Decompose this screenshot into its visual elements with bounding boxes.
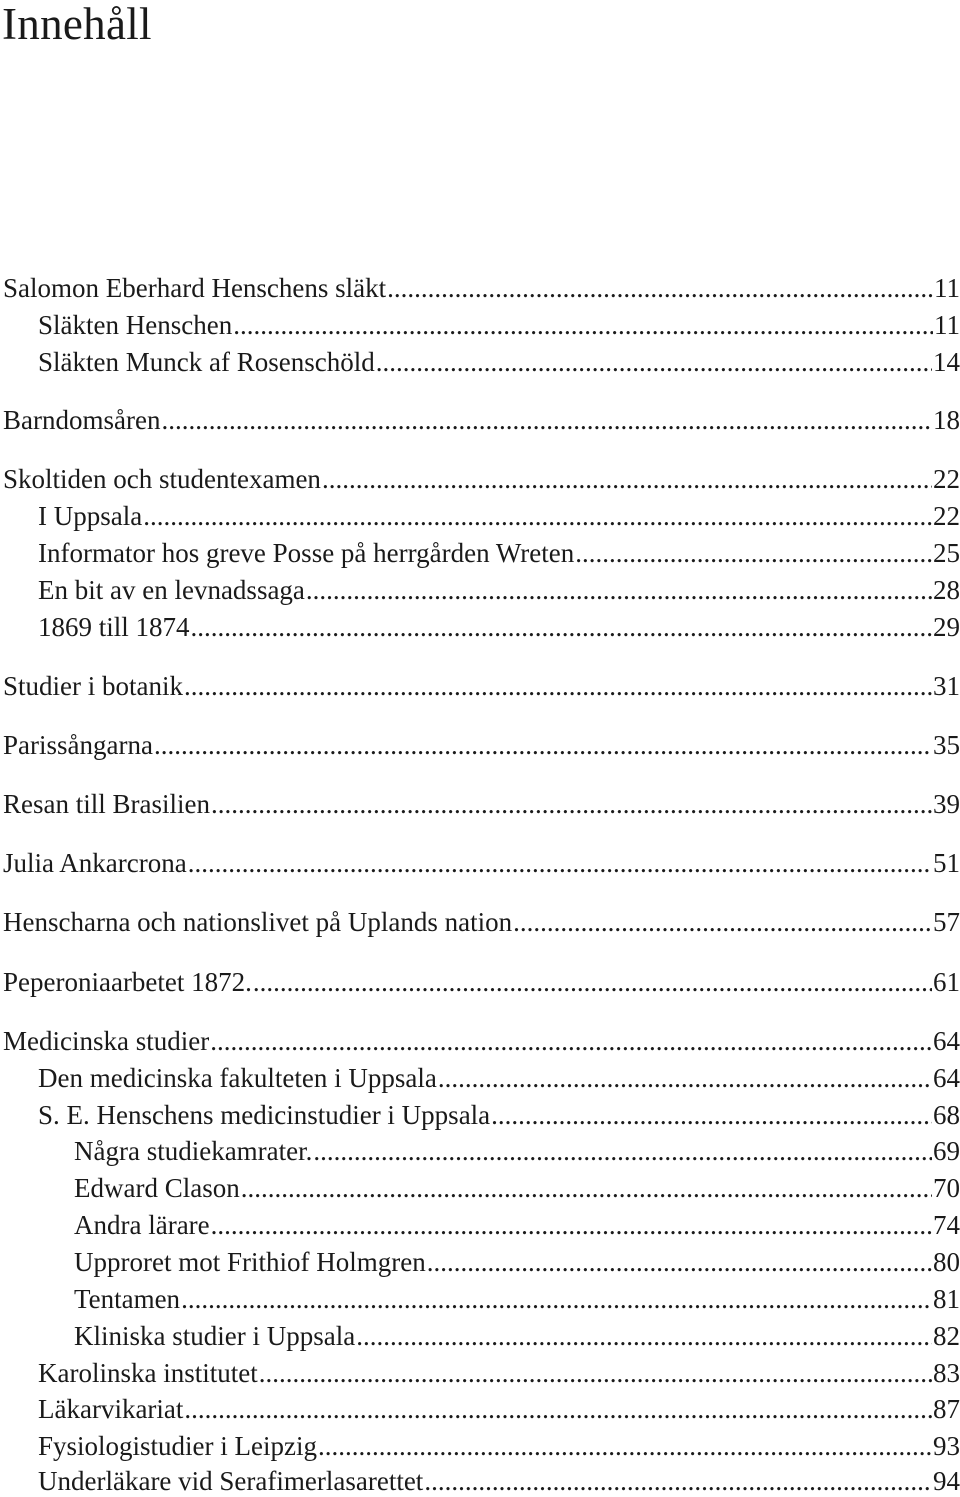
toc-entry-page: 87: [933, 1394, 960, 1424]
toc-entry-page: 94: [933, 1466, 960, 1496]
toc-entry-label: Julia Ankarcrona: [3, 848, 187, 878]
toc-entry-label: Parissångarna: [3, 730, 153, 760]
toc-entry-label: Släkten Henschen: [38, 310, 233, 340]
dot-leader: [184, 1393, 932, 1425]
toc-entry: [74, 1320, 960, 1352]
toc-entry-page: 22: [933, 464, 960, 494]
toc-entry-label: En bit av en levnadssaga: [38, 575, 305, 605]
dot-leader: [211, 1209, 932, 1241]
toc-entry-page: 29: [933, 612, 960, 642]
dot-leader: [438, 1062, 932, 1094]
toc-entry-page: 68: [933, 1100, 960, 1130]
toc-entry: [38, 574, 960, 606]
toc-entry-label: Några studiekamrater.: [74, 1136, 313, 1166]
toc-entry-label: Informator hos greve Posse på herrgården Wreten: [38, 538, 575, 568]
toc-entry-label: Släkten Munck af Rosenschöld: [38, 347, 375, 377]
toc-entry-label: Fysiologistudier i Leipzig: [38, 1431, 317, 1461]
toc-entry-page: 93: [933, 1431, 960, 1461]
toc-entry-label: Karolinska institutet: [38, 1358, 258, 1388]
toc-entry-label: 1869 till 1874: [38, 612, 190, 642]
toc-entry-page: 28: [933, 575, 960, 605]
toc-entry-page: 11: [934, 310, 960, 340]
page-title: Innehåll: [2, 0, 152, 49]
toc-entry-page: 70: [933, 1173, 960, 1203]
dot-leader: [191, 611, 932, 643]
toc-entry: [3, 966, 960, 998]
toc-entry: [38, 346, 960, 378]
dot-leader: [241, 1172, 932, 1204]
toc-entry: [74, 1209, 960, 1241]
dot-leader: [491, 1099, 932, 1131]
toc-entry-label: Peperoniaarbetet 1872.: [3, 967, 252, 997]
toc-entry: [3, 847, 960, 879]
dot-leader: [322, 463, 932, 495]
toc-entry-label: Resan till Brasilien: [3, 789, 210, 819]
toc-entry-page: 31: [933, 671, 960, 701]
toc-entry: [38, 1357, 960, 1389]
dot-leader: [356, 1320, 932, 1352]
toc-entry-label: Henscharna och nationslivet på Uplands nation: [3, 907, 513, 937]
toc-entry-label: Edward Clason: [74, 1173, 240, 1203]
toc-entry-page: 69: [933, 1136, 960, 1166]
toc-entry-page: 82: [933, 1321, 960, 1351]
toc-entry-page: 22: [933, 501, 960, 531]
toc-entry-page: 64: [933, 1063, 960, 1093]
toc-entry-page: 14: [933, 347, 960, 377]
dot-leader: [161, 404, 932, 436]
toc-entry-page: 80: [933, 1247, 960, 1277]
dot-leader: [143, 500, 932, 532]
toc-entry: [3, 404, 960, 436]
dot-leader: [211, 788, 932, 820]
dot-leader: [376, 346, 932, 378]
toc-entry-label: Underläkare vid Serafimerlasarettet: [38, 1466, 424, 1496]
dot-leader: [253, 966, 932, 998]
toc-entry: [3, 788, 960, 820]
toc-entry-label: S. E. Henschens medicinstudier i Uppsala: [38, 1100, 491, 1130]
dot-leader: [424, 1465, 932, 1497]
toc-entry-label: Kliniska studier i Uppsala: [74, 1321, 356, 1351]
toc-entry: [38, 309, 960, 341]
toc-entry-label: Salomon Eberhard Henschens släkt: [3, 273, 387, 303]
toc-entry: [38, 1465, 960, 1497]
toc-entry-label: Andra lärare: [74, 1210, 210, 1240]
toc-entry: [74, 1283, 960, 1315]
toc-entry-page: 81: [933, 1284, 960, 1314]
toc-entry-label: I Uppsala: [38, 501, 143, 531]
toc-entry: [38, 1393, 960, 1425]
toc-entry-label: Skoltiden och studentexamen: [3, 464, 321, 494]
toc-entry-page: 35: [933, 730, 960, 760]
toc-entry-page: 57: [933, 907, 960, 937]
toc-entry: [38, 500, 960, 532]
dot-leader: [184, 670, 932, 702]
toc-entry: [3, 670, 960, 702]
toc-entry: [38, 1099, 960, 1131]
toc-entry-label: Studier i botanik: [3, 671, 183, 701]
toc-entry: [3, 272, 960, 304]
toc-entry: [74, 1246, 960, 1278]
toc-entry: [74, 1172, 960, 1204]
toc-entry-label: Barndomsåren: [3, 405, 161, 435]
dot-leader: [306, 574, 932, 606]
dot-leader: [154, 729, 932, 761]
dot-leader: [318, 1430, 932, 1462]
toc-entry: [3, 463, 960, 495]
toc-entry: [38, 1062, 960, 1094]
dot-leader: [313, 1135, 932, 1167]
toc-entry: [38, 537, 960, 569]
toc-entry-page: 18: [933, 405, 960, 435]
dot-leader: [188, 847, 932, 879]
toc-entry-page: 74: [933, 1210, 960, 1240]
toc-entry: [3, 1025, 960, 1057]
toc-entry: [3, 729, 960, 761]
toc-entry: [38, 611, 960, 643]
toc-entry-page: 25: [933, 538, 960, 568]
toc-entry-page: 64: [933, 1026, 960, 1056]
toc-entry: [3, 906, 960, 938]
toc-entry-page: 11: [934, 273, 960, 303]
dot-leader: [210, 1025, 932, 1057]
toc-entry-page: 51: [933, 848, 960, 878]
dot-leader: [427, 1246, 932, 1278]
toc-entry-page: 39: [933, 789, 960, 819]
toc-entry: [74, 1135, 960, 1167]
toc-entry-label: Den medicinska fakulteten i Uppsala: [38, 1063, 437, 1093]
toc-entry-label: Medicinska studier: [3, 1026, 210, 1056]
toc-entry-label: Läkarvikariat: [38, 1394, 184, 1424]
dot-leader: [513, 906, 932, 938]
toc-entry-page: 61: [933, 967, 960, 997]
toc-entry-label: Tentamen: [74, 1284, 181, 1314]
dot-leader: [575, 537, 932, 569]
dot-leader: [233, 309, 933, 341]
toc-entry-page: 83: [933, 1358, 960, 1388]
dot-leader: [181, 1283, 932, 1315]
dot-leader: [259, 1357, 932, 1389]
dot-leader: [387, 272, 933, 304]
toc-entry: [38, 1430, 960, 1462]
toc-entry-label: Upproret mot Frithiof Holmgren: [74, 1247, 426, 1277]
